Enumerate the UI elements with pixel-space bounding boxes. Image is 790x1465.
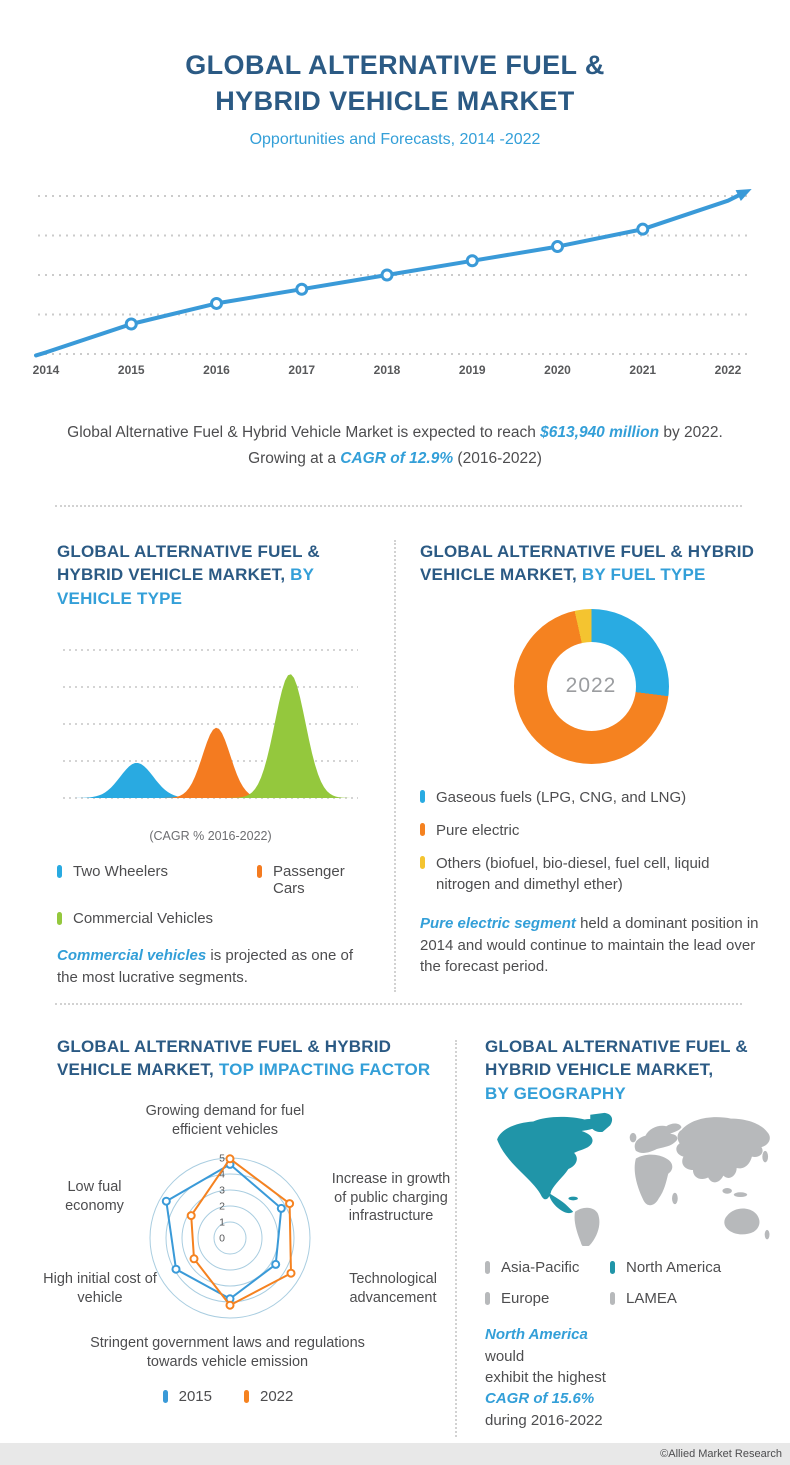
svg-text:0: 0 [219, 1232, 225, 1245]
legend-marker [485, 1292, 490, 1305]
legend-marker [610, 1261, 615, 1274]
svg-text:2020: 2020 [544, 363, 571, 377]
summary-text: (2016-2022) [453, 450, 542, 468]
map-madagascar [672, 1193, 678, 1204]
note-line: during 2016-2022 [485, 1411, 603, 1429]
map-south-america [575, 1208, 600, 1246]
radar-axis-label-technology: Technological advancement [349, 1271, 437, 1306]
map-britain [630, 1133, 637, 1143]
svg-text:1: 1 [219, 1216, 225, 1229]
bell-chart-caption: (CAGR % 2016-2022) [149, 829, 272, 844]
heading-accent: BY FUEL TYPE [581, 565, 706, 585]
legend-item-two-wheelers [57, 863, 257, 897]
legend-item-2022 [244, 1388, 293, 1405]
heading-accent: BY GEOGRAPHY [485, 1083, 626, 1103]
market-trend-chart-svg [0, 182, 790, 387]
note-line: exhibit the highest [485, 1368, 606, 1386]
svg-text:2: 2 [219, 1200, 225, 1213]
legend-item-europe [485, 1290, 610, 1307]
page-title-line2: HYBRID VEHICLE MARKET [215, 85, 575, 116]
impact-factor-panel [0, 1028, 455, 1443]
page-subtitle: Opportunities and Forecasts, 2014 -2022 [249, 131, 541, 149]
summary-line2 [40, 446, 750, 472]
summary-text: Global Alternative Fuel & Hybrid Vehicle Market is expected to reach [67, 424, 541, 441]
legend-item-north-america [610, 1259, 780, 1276]
page-title [0, 48, 790, 119]
legend-label: Two Wheelers [73, 863, 169, 881]
legend-item-asia-pacific [485, 1259, 610, 1276]
svg-text:2022: 2022 [714, 363, 742, 377]
note-text: would [485, 1347, 525, 1365]
note-highlight: CAGR of 15.6% [485, 1390, 595, 1408]
fuel-type-legend [420, 788, 762, 895]
svg-text:5: 5 [219, 1152, 225, 1165]
vehicle-type-bell-chart [63, 630, 358, 827]
legend-marker [163, 1390, 168, 1403]
legend-marker [244, 1390, 249, 1403]
svg-text:2019: 2019 [458, 363, 486, 377]
heading-dark: GLOBAL ALTERNATIVE FUEL & HYBRID VEHICLE MARKET, [57, 1037, 392, 1080]
heading-accent: BY VEHICLE TYPE [57, 565, 314, 608]
legend-item-lamea [610, 1290, 780, 1307]
header [0, 48, 790, 149]
legend-label: North America [626, 1259, 722, 1277]
market-trend-chart [0, 182, 790, 387]
legend-label: Others (biofuel, bio-diesel, fuel cell, liquid nitrogen and dimethyl ether) [436, 855, 710, 893]
summary-text: Growing at a [248, 450, 341, 468]
summary-text: by 2022. [659, 424, 723, 441]
legend-label: Passenger Cars [273, 863, 345, 898]
heading-dark: HYBRID VEHICLE MARKET, [485, 1060, 714, 1080]
legend-label: 2022 [260, 1388, 294, 1405]
map-cuba [568, 1197, 578, 1201]
geography-note [485, 1324, 695, 1430]
impact-factor-heading [57, 1035, 432, 1082]
market-value-highlight: $613,940 million [540, 424, 660, 441]
note-text: held a dominant position in 2014 and would continue to maintain the lead over the forecast period. [420, 914, 759, 976]
market-summary [40, 420, 750, 473]
section-divider [55, 505, 742, 507]
vehicle-type-legend [57, 863, 373, 927]
legend-marker [420, 856, 425, 869]
note-line [485, 1324, 695, 1367]
svg-text:2021: 2021 [629, 363, 657, 377]
fuel-type-panel [395, 528, 790, 998]
legend-label: Europe [501, 1290, 550, 1308]
map-indonesia [722, 1188, 732, 1194]
svg-text:3: 3 [219, 1184, 225, 1197]
copyright-bar [0, 1443, 790, 1465]
vehicle-type-note [57, 945, 373, 989]
legend-marker [610, 1292, 615, 1305]
map-africa [635, 1155, 673, 1206]
svg-text:2017: 2017 [288, 363, 316, 377]
svg-text:2015: 2015 [117, 363, 145, 377]
cagr-highlight: CAGR of 12.9% [340, 450, 454, 468]
map-australia [724, 1209, 759, 1235]
geography-legend [485, 1259, 780, 1307]
world-map-svg [485, 1111, 783, 1246]
heading-dark: GLOBAL ALTERNATIVE FUEL & HYBRID VEHICLE MARKET, [420, 542, 755, 585]
legend-marker [57, 912, 62, 925]
map-central-america [548, 1193, 573, 1213]
legend-marker [420, 790, 425, 803]
legend-item-others [420, 854, 762, 895]
geography-panel [455, 1028, 790, 1443]
legend-item-passenger-cars [257, 863, 373, 897]
copyright-text: ©Allied Market Research [660, 1448, 782, 1460]
vehicle-type-panel [0, 528, 395, 998]
column-divider [394, 540, 396, 992]
note-text: is projected as one of the most lucrative segments. [57, 947, 354, 987]
bell-chart-svg [63, 630, 358, 822]
radar-axis-label-initial-cost: High initial cost of vehicle [43, 1271, 157, 1306]
svg-text:2016: 2016 [203, 363, 230, 377]
geography-heading [485, 1035, 780, 1105]
vehicle-type-heading [57, 540, 373, 610]
map-philippines [734, 1193, 747, 1198]
map-europe [635, 1124, 682, 1154]
fuel-type-heading [420, 540, 762, 587]
legend-item-2015 [163, 1388, 212, 1405]
legend-item-gaseous-fuels [420, 788, 762, 808]
radar-legend [108, 1388, 348, 1405]
section-impact-geography [0, 1028, 790, 1443]
legend-item-commercial-vehicles [57, 910, 257, 927]
radar-axis-label-government-laws: Stringent government laws and regulations towards vehicle emission [90, 1335, 365, 1370]
radar-axis-label-fuel-demand: Growing demand for fuel efficient vehicles [145, 1103, 305, 1138]
world-map [485, 1111, 783, 1246]
note-highlight: Commercial vehicles [57, 947, 207, 965]
summary-line1 [40, 420, 750, 446]
map-north-america [497, 1117, 598, 1199]
donut-center-label: 2022 [547, 642, 636, 731]
svg-text:2014: 2014 [32, 363, 60, 377]
section-divider [55, 1003, 742, 1005]
note-highlight: North America [485, 1326, 588, 1344]
legend-marker [257, 865, 262, 878]
heading-dark: GLOBAL ALTERNATIVE FUEL & HYBRID VEHICLE MARKET, [57, 542, 320, 585]
svg-text:2018: 2018 [373, 363, 401, 377]
map-japan [762, 1151, 768, 1162]
svg-text:4: 4 [219, 1168, 225, 1181]
legend-label: Gaseous fuels (LPG, CNG, and LNG) [436, 788, 687, 806]
impact-radar-chart [100, 1128, 360, 1348]
legend-label: Commercial Vehicles [73, 910, 214, 928]
heading-dark: GLOBAL ALTERNATIVE FUEL & [485, 1037, 748, 1056]
legend-label: Pure electric [436, 822, 520, 840]
page-title-line1: GLOBAL ALTERNATIVE FUEL & [185, 50, 605, 80]
section-vehicle-fuel [0, 528, 790, 998]
legend-marker [57, 865, 62, 878]
radar-axis-label-charging: Increase in growth of public charging infrastructure [331, 1171, 451, 1225]
map-new-zealand [765, 1230, 770, 1240]
legend-marker [420, 823, 425, 836]
legend-label: LAMEA [626, 1290, 677, 1308]
legend-label: Asia-Pacific [501, 1259, 580, 1277]
fuel-type-donut-chart [514, 609, 669, 764]
radar-axis-label-fuel-economy: Low fual economy [65, 1179, 124, 1214]
map-asia [676, 1118, 770, 1183]
legend-label: 2015 [178, 1388, 212, 1405]
legend-marker [485, 1261, 490, 1274]
fuel-type-note [420, 913, 762, 978]
legend-item-pure-electric [420, 821, 762, 841]
map-greenland [590, 1113, 612, 1132]
heading-accent: TOP IMPACTING FACTOR [218, 1060, 431, 1080]
note-highlight: Pure electric segment [420, 914, 576, 932]
